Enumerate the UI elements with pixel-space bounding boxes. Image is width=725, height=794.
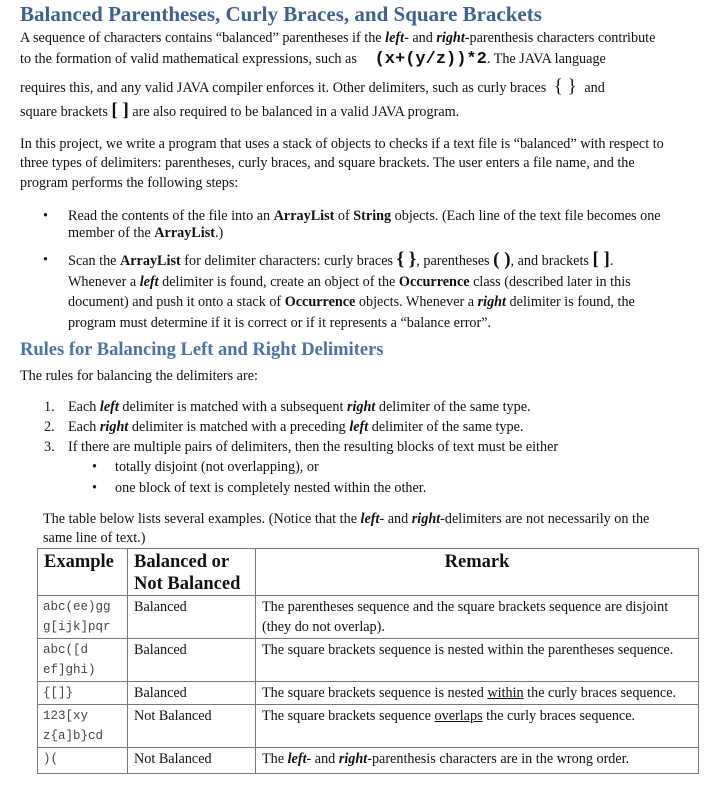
text-segment: [ ]	[111, 100, 129, 121]
text-segment: Each	[68, 419, 100, 435]
text-segment: 2.	[44, 419, 55, 435]
text-segment	[347, 399, 375, 415]
rule-item	[44, 439, 558, 456]
sub-bullet	[92, 480, 426, 497]
text-segment: program must determine if it is correct or if it represents a “balance error”.	[68, 315, 492, 332]
text-segment: (they do not overlap).	[262, 619, 385, 635]
text-segment: member of the	[68, 225, 155, 241]
text-segment: and	[580, 80, 605, 96]
text-segment: g[ijk]pqr	[43, 620, 111, 634]
table-row	[38, 639, 699, 682]
text-segment	[339, 751, 367, 767]
text-segment: ArrayList	[120, 253, 181, 269]
text-segment: left	[360, 511, 380, 527]
sub-bullet	[92, 459, 319, 476]
text-segment: The parentheses sequence and the square brackets sequence are disjoint	[262, 599, 669, 615]
text-segment: A sequence of characters contains “balanced” parentheses if the	[20, 30, 386, 46]
text-segment: - and	[379, 511, 412, 527]
text-segment: abc([d	[43, 643, 89, 657]
text-segment: within	[487, 685, 524, 701]
table-cell	[38, 639, 128, 682]
text-segment: ArrayList	[154, 225, 215, 241]
text-segment: square brackets	[20, 104, 112, 120]
text-segment: -parenthesis characters contribute	[464, 30, 656, 46]
text-segment: delimiter of the same type.	[368, 419, 524, 435]
text-segment: the curly braces sequence.	[523, 685, 677, 701]
text-segment: . The JAVA language	[486, 51, 606, 67]
rule-item	[44, 399, 531, 416]
text-segment: are also required to be balanced in a valid JAVA program.	[128, 104, 460, 120]
text-segment: right	[477, 294, 506, 311]
text-segment: 123[xy	[43, 709, 89, 723]
text-segment	[100, 419, 128, 435]
intro-line-2	[20, 50, 690, 69]
text-segment	[68, 208, 661, 242]
rules-intro: The rules for balancing the delimiters are:	[20, 368, 258, 384]
table-header	[38, 549, 699, 596]
text-segment: overlaps	[434, 708, 483, 724]
table-cell	[38, 705, 128, 748]
text-segment: delimiter is matched with a preceding	[128, 419, 350, 435]
text-segment	[100, 399, 119, 415]
table-cell: Balanced	[128, 639, 256, 682]
text-segment: .	[609, 253, 614, 269]
table-cell	[38, 596, 128, 639]
text-segment: Balanced or	[134, 552, 230, 572]
para2-line-3: program performs the following steps:	[20, 175, 239, 191]
table-row	[38, 682, 699, 705]
table-row	[38, 596, 699, 639]
text-segment: Each	[68, 399, 100, 415]
table-cell	[256, 705, 699, 748]
text-segment: class (described later in this	[469, 273, 631, 290]
table-cell: {[]}	[38, 682, 128, 705]
text-segment: right	[346, 399, 376, 415]
text-segment: The square brackets sequence	[262, 708, 435, 724]
table-cell: Not Balanced	[128, 748, 256, 774]
text-segment: 3.	[44, 439, 55, 455]
examples-table	[37, 548, 699, 774]
intro-line-1	[20, 30, 690, 47]
text-segment: { }	[396, 249, 417, 270]
table-row	[38, 705, 699, 748]
text-segment: If there are multiple pairs of delimiters, then the resulting blocks of text must be either	[68, 439, 559, 455]
page-title: Balanced Parentheses, Curly Braces, and Square Brackets	[20, 2, 542, 26]
text-segment: right	[436, 30, 465, 46]
header-remark: Remark	[256, 549, 699, 596]
text-segment: one block of text is completely nested within the other.	[115, 480, 427, 496]
text-segment: objects. Whenever a	[355, 294, 478, 311]
text-segment: the curly braces sequence.	[482, 708, 636, 724]
intro-line-3	[20, 76, 690, 98]
table-cell: Not Balanced	[128, 705, 256, 748]
text-segment: abc(ee)gg	[43, 600, 111, 614]
text-segment: , and brackets	[510, 253, 593, 269]
text-segment: Whenever a	[68, 273, 140, 290]
text-segment: ( )	[493, 249, 511, 270]
text-segment: .)	[214, 225, 224, 241]
text-segment: Occurrence	[398, 273, 470, 290]
text-segment: String	[353, 208, 392, 224]
text-segment: right	[411, 511, 441, 527]
text-segment: - and	[404, 30, 437, 46]
text-segment: right	[338, 751, 368, 767]
text-segment	[478, 294, 506, 310]
text-segment	[385, 30, 404, 46]
text-segment: totally disjoint (not overlapping), or	[115, 459, 319, 475]
header-balanced	[128, 549, 256, 596]
text-segment: right	[99, 419, 129, 435]
table-cell: Balanced	[128, 682, 256, 705]
text-segment: Not Balanced	[134, 574, 241, 594]
text-segment	[361, 511, 380, 527]
intro-line-4	[20, 100, 690, 122]
para2-line-2: three types of delimiters: parentheses, curly braces, and square brackets. The user enters a file name, and the	[20, 155, 635, 171]
section-heading: Rules for Balancing Left and Right Delimiters	[20, 340, 384, 360]
text-segment: left	[385, 30, 405, 46]
table-cell: Balanced	[128, 596, 256, 639]
text-segment: The	[262, 751, 288, 767]
header-example: Example	[38, 549, 128, 596]
text-segment: delimiter is found, the	[506, 294, 635, 311]
text-segment: { }	[553, 76, 577, 97]
text-segment: -parenthesis characters are in the wrong order.	[367, 751, 630, 767]
code-example: (x+(y/z))*2	[374, 50, 487, 69]
table-cell: The square brackets sequence is nested within the parentheses sequence.	[256, 639, 699, 682]
text-segment: left	[287, 751, 307, 767]
text-segment: for delimiter characters: curly braces	[180, 253, 397, 269]
text-segment: to the formation of valid mathematical expressions, such as	[20, 51, 357, 67]
text-segment: objects. (Each line of the text file becomes one	[391, 208, 661, 224]
text-segment: document) and push it onto a stack of	[68, 294, 285, 311]
table-note-2: same line of text.)	[43, 530, 146, 546]
text-segment: delimiter is found, create an object of the	[158, 273, 399, 290]
text-segment	[288, 751, 307, 767]
table-cell	[256, 748, 699, 774]
text-segment	[68, 250, 635, 334]
rule-item	[44, 419, 523, 436]
text-segment: left	[139, 273, 159, 290]
text-segment	[436, 30, 464, 46]
text-segment: The square brackets sequence is nested	[262, 685, 488, 701]
text-segment	[140, 274, 159, 290]
text-segment: left	[99, 399, 119, 415]
para2-line-1: In this project, we write a program that uses a stack of objects to checks if a text file is “balanced” with respect to	[20, 136, 664, 152]
text-segment: of	[334, 208, 354, 224]
text-segment: [ ]	[592, 249, 610, 270]
text-segment: z{a]b}cd	[43, 729, 104, 743]
text-segment: delimiter of the same type.	[375, 399, 531, 415]
text-segment: 1.	[44, 399, 55, 415]
table-row	[38, 748, 699, 774]
text-segment: , parentheses	[416, 253, 494, 269]
text-segment: Read the contents of the file into an	[68, 208, 274, 224]
text-segment: - and	[306, 751, 339, 767]
text-segment	[349, 419, 368, 435]
table-note-1	[43, 511, 713, 528]
text-segment: delimiter is matched with a subsequent	[118, 399, 347, 415]
text-segment: Occurrence	[284, 294, 356, 311]
text-segment	[412, 511, 440, 527]
text-segment: -delimiters are not necessarily on the	[440, 511, 650, 527]
table-cell: )(	[38, 748, 128, 774]
text-segment: left	[349, 419, 369, 435]
text-segment: ArrayList	[273, 208, 335, 224]
text-segment: Scan the	[68, 253, 121, 269]
text-segment: The table below lists several examples. (Notice that the	[43, 511, 361, 527]
table-cell	[256, 596, 699, 639]
table-cell	[256, 682, 699, 705]
text-segment: requires this, and any valid JAVA compiler enforces it. Other delimiters, such as curly braces	[20, 80, 547, 96]
text-segment: ef]ghi)	[43, 663, 96, 677]
